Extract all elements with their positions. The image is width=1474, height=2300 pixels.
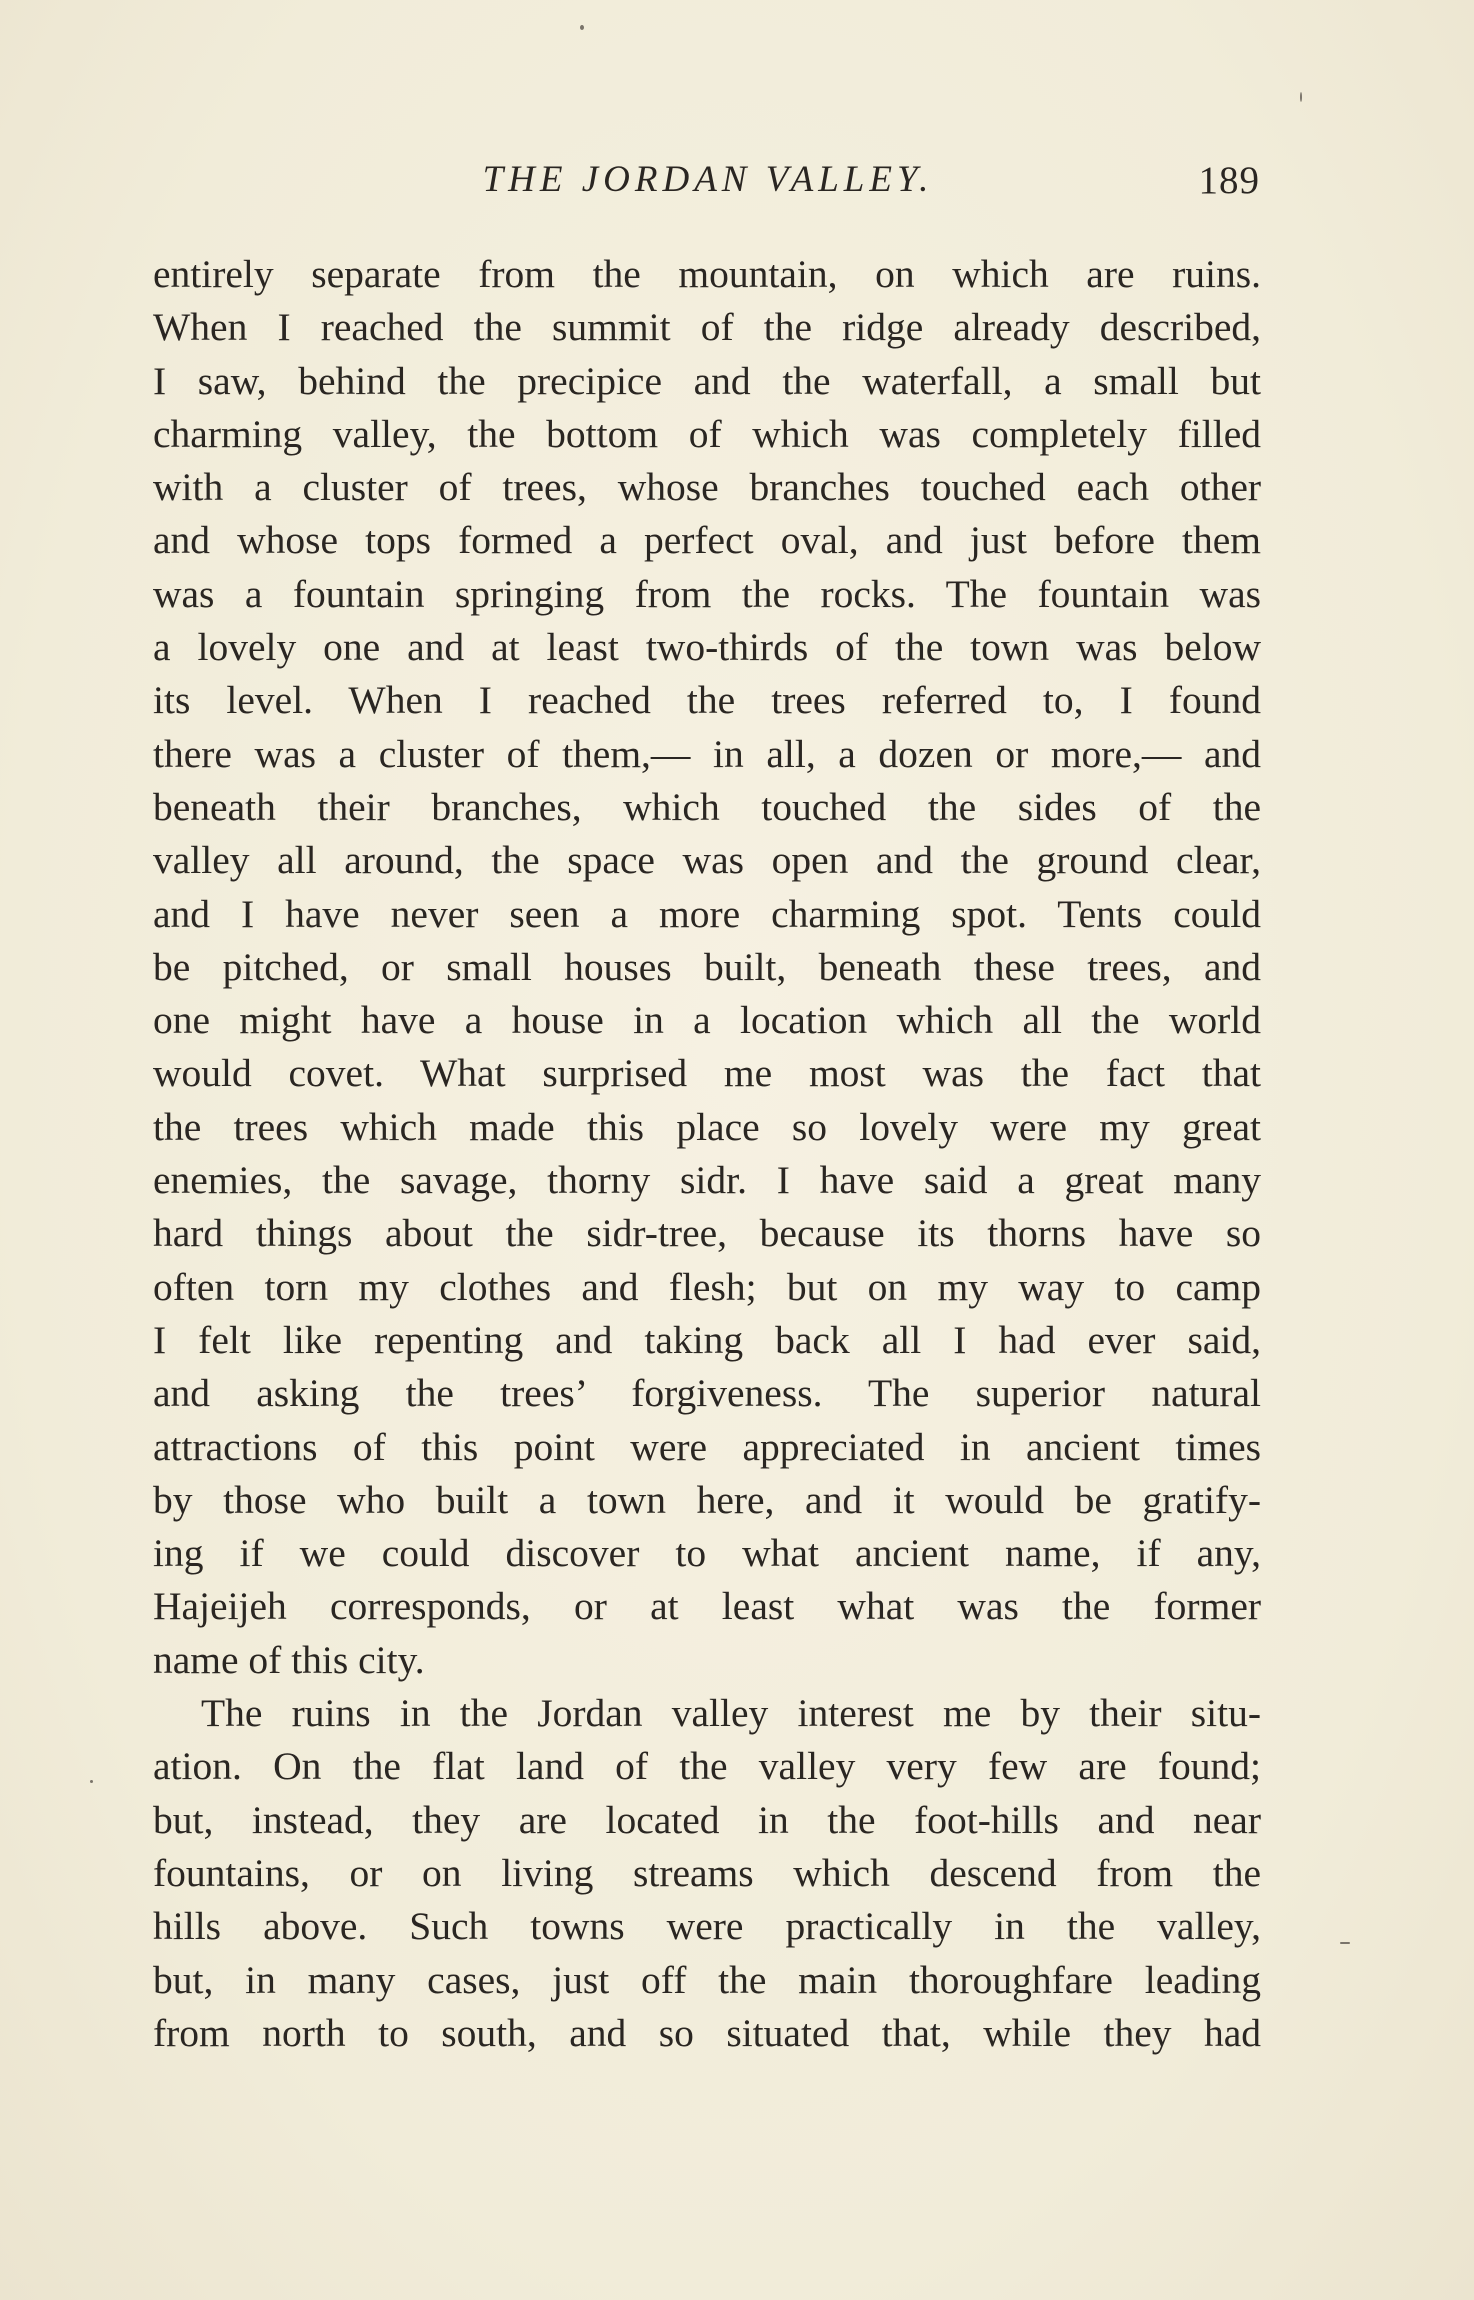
text-line: often torn my clothes and flesh; but on my way to camp — [153, 1264, 1261, 1309]
text-line: The ruins in the Jordan valley interest me by their situ- — [201, 1691, 1261, 1736]
paper-speck — [1340, 1942, 1350, 1944]
text-line: from north to south, and so situated that, while they had — [153, 2010, 1261, 2055]
text-line: and whose tops formed a perfect oval, and just before them — [153, 518, 1261, 563]
text-line: enemies, the savage, thorny sidr. I have said a great many — [153, 1158, 1261, 1203]
text-line: its level. When I reached the trees referred to, I found — [153, 678, 1261, 723]
page-number: 189 — [1198, 159, 1260, 202]
text-line: I saw, behind the precipice and the waterfall, a small but — [153, 358, 1261, 403]
text-line: but, instead, they are located in the foot-hills and near — [153, 1797, 1261, 1842]
text-line: was a fountain springing from the rocks. The fountain was — [153, 571, 1261, 616]
text-line: Hajeijeh corresponds, or at least what was the former — [153, 1584, 1261, 1629]
page-header — [150, 158, 1260, 214]
text-line: be pitched, or small houses built, beneath these trees, and — [153, 944, 1261, 989]
running-title: THE JORDAN VALLEY. — [482, 159, 934, 200]
text-line: with a cluster of trees, whose branches touched each other — [153, 465, 1261, 510]
text-line: charming valley, the bottom of which was completely filled — [153, 411, 1261, 456]
text-line: a lovely one and at least two-thirds of the town was below — [153, 625, 1261, 670]
paper-speck — [1300, 92, 1302, 102]
text-line: fountains, or on living streams which descend from the — [153, 1850, 1261, 1895]
text-line: would covet. What surprised me most was the fact that — [153, 1051, 1261, 1096]
text-line: ation. On the flat land of the valley very few are found; — [153, 1744, 1261, 1789]
text-line: I felt like repenting and taking back all I had ever said, — [153, 1317, 1261, 1362]
text-line: hard things about the sidr-tree, because its thorns have so — [153, 1211, 1261, 1256]
text-line: but, in many cases, just off the main thoroughfare leading — [153, 1957, 1261, 2002]
paragraph — [153, 1687, 1261, 2060]
text-line: name of this city. — [153, 1637, 425, 1682]
text-line: by those who built a town here, and it would be gratify- — [153, 1477, 1261, 1522]
text-line: ing if we could discover to what ancient name, if any, — [153, 1531, 1261, 1576]
text-line: When I reached the summit of the ridge already described, — [153, 305, 1261, 350]
text-line: entirely separate from the mountain, on which are ruins. — [153, 252, 1261, 296]
text-line: valley all around, the space was open and the ground clear, — [153, 838, 1261, 883]
paper-speck — [90, 1780, 93, 1783]
text-line: the trees which made this place so lovely were my great — [153, 1104, 1261, 1149]
text-line: one might have a house in a location which all the world — [153, 998, 1261, 1043]
text-line: and asking the trees’ forgiveness. The superior natural — [153, 1371, 1261, 1416]
body-text — [153, 248, 1261, 2060]
text-line: there was a cluster of them,— in all, a dozen or more,— and — [153, 731, 1261, 776]
text-line: attractions of this point were appreciated in ancient times — [153, 1424, 1261, 1469]
text-line: hills above. Such towns were practically in the valley, — [153, 1904, 1261, 1949]
paper-speck — [580, 25, 584, 30]
text-line: beneath their branches, which touched the sides of the — [153, 784, 1261, 829]
paragraph — [153, 248, 1261, 1687]
text-line: and I have never seen a more charming spot. Tents could — [153, 891, 1261, 936]
